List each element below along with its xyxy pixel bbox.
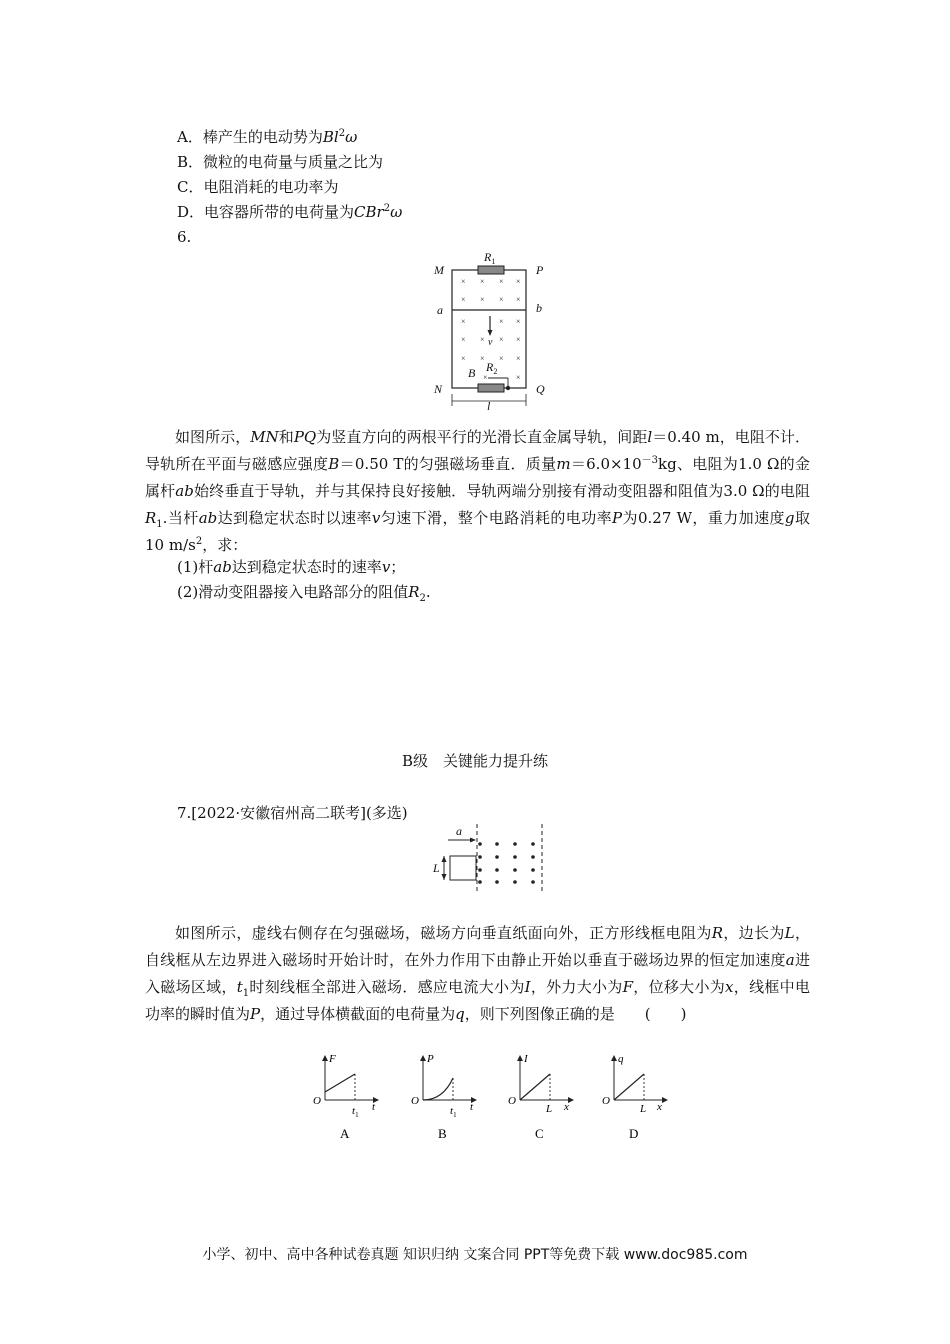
svg-text:×: × (480, 354, 485, 363)
question-7-text: 如图所示，虚线右侧存在匀强磁场，磁场方向垂直纸面向外，正方形线框电阻为R，边长为L，自线框从左边界进入磁场时开始计时，在外力作用下由静止开始以垂直于磁场边界的恒定加速度a进入磁场区域，$t_1$时刻线框全部进入磁场．感应电流大小为I，外力大小为F，位移大小为x，线框中电功率的瞬时值为P，通过导体横截面的电荷量为q，则下列图像正确的是 ( ) (145, 924, 810, 1023)
label-n: N (434, 382, 443, 396)
page-footer: 小学、初中、高中各种试卷真题 知识归纳 文案合同 PPT等免费下载 www.doc985.com (202, 1247, 748, 1263)
q7-answer-graphs (300, 1048, 680, 1148)
graph-a (313, 1053, 378, 1141)
graph-b (411, 1053, 476, 1141)
svg-text:×: × (516, 277, 521, 286)
graph-b-xaxis: t (470, 1101, 474, 1113)
graph-a-mark: $t_1$ (352, 1105, 359, 1119)
graph-d-origin: O (602, 1095, 610, 1107)
graph-d-yaxis: q (618, 1053, 624, 1065)
graph-b-yaxis: P (427, 1053, 434, 1065)
question-6-text: 如图所示，MN和PQ为竖直方向的两根平行的光滑长直金属导轨，间距l＝0.40 m，电阻不计．导轨所在平面与磁感应强度B＝0.50 T的匀强磁场垂直．质量$m=6.0\times 10^{-3}kg$、电阻为1.0 Ω的金属杆ab始终垂直于导轨，并与其保持良好接触．导轨两端分别接有滑动变阻器和阻值为3.0 Ω的电阻$R_1$.当杆ab达到稳定状态时以速率v匀速下滑，整个电路消耗的电功率P为0.27 W，重力加速度g取10 $m/s^2$，求： (145, 428, 810, 554)
svg-text:×: × (516, 373, 521, 382)
question-6-sub2: (2)滑动变阻器接入电路部分的阻值$R_2$. (177, 583, 431, 604)
svg-text:×: × (483, 373, 488, 382)
graph-d (602, 1053, 667, 1141)
choice-c: C．电阻消耗的电功率为 (177, 178, 339, 196)
svg-text:×: × (516, 317, 521, 326)
label-side-length: L (433, 861, 440, 875)
graph-d-letter: D (629, 1126, 639, 1141)
label-p: P (536, 263, 544, 277)
resistor-r1 (478, 266, 504, 274)
label-r1: $R_1$ (484, 250, 496, 266)
graph-c-yaxis: I (524, 1053, 528, 1065)
question-7-header: 7.[2022·安徽宿州高二联考](多选) (177, 804, 408, 822)
graph-c-mark: L (546, 1103, 553, 1115)
graph-a-letter: A (340, 1126, 350, 1141)
question-6-sub1: (1)杆ab达到稳定状态时的速率v； (177, 558, 406, 576)
question-6-number: 6. (177, 228, 192, 246)
section-title: B级 关键能力提升练 (401, 752, 549, 770)
graph-c-origin: O (508, 1095, 516, 1107)
label-v: v (488, 337, 493, 348)
graph-b-origin: O (411, 1095, 419, 1107)
label-a: a (437, 303, 443, 317)
svg-text:×: × (461, 277, 466, 286)
svg-text:×: × (516, 295, 521, 304)
graph-a-yaxis: F (329, 1053, 336, 1065)
label-b-field: B (468, 366, 476, 380)
graph-d-xaxis: x (657, 1101, 662, 1113)
label-accel: a (456, 824, 462, 838)
svg-text:×: × (480, 295, 485, 304)
q6-circuit-figure (428, 250, 558, 410)
resistor-r2 (478, 384, 504, 392)
label-q: Q (536, 382, 545, 396)
svg-text:×: × (499, 317, 504, 326)
svg-text:×: × (516, 335, 521, 344)
graph-b-letter: B (438, 1126, 447, 1141)
graph-c (508, 1053, 573, 1141)
field-dots (478, 842, 535, 884)
choice-a: A．棒产生的电动势为Bl$^2$ω (177, 128, 358, 146)
label-m: M (434, 263, 444, 277)
svg-text:×: × (461, 317, 466, 326)
square-coil (450, 856, 476, 880)
svg-text:×: × (480, 335, 485, 344)
graph-c-letter: C (535, 1126, 544, 1141)
graph-c-xaxis: x (564, 1101, 569, 1113)
graph-a-xaxis: t (372, 1101, 376, 1113)
graph-a-origin: O (313, 1095, 321, 1107)
svg-text:×: × (461, 295, 466, 304)
svg-text:×: × (499, 277, 504, 286)
choice-d: D．电容器所带的电荷量为CBr$^2$ω (177, 203, 403, 221)
label-l: l (487, 399, 491, 410)
label-r2: $R_2$ (486, 360, 498, 376)
svg-text:×: × (499, 295, 504, 304)
choice-b: B．微粒的电荷量与质量之比为 (177, 153, 384, 171)
svg-text:×: × (461, 335, 466, 344)
svg-text:×: × (461, 354, 466, 363)
svg-text:×: × (499, 354, 504, 363)
q7-field-figure (428, 822, 558, 896)
svg-text:×: × (499, 335, 504, 344)
svg-text:×: × (516, 354, 521, 363)
graph-d-mark: L (640, 1103, 647, 1115)
graph-b-mark: $t_1$ (450, 1105, 457, 1119)
svg-text:×: × (480, 277, 485, 286)
label-b: b (536, 301, 542, 315)
